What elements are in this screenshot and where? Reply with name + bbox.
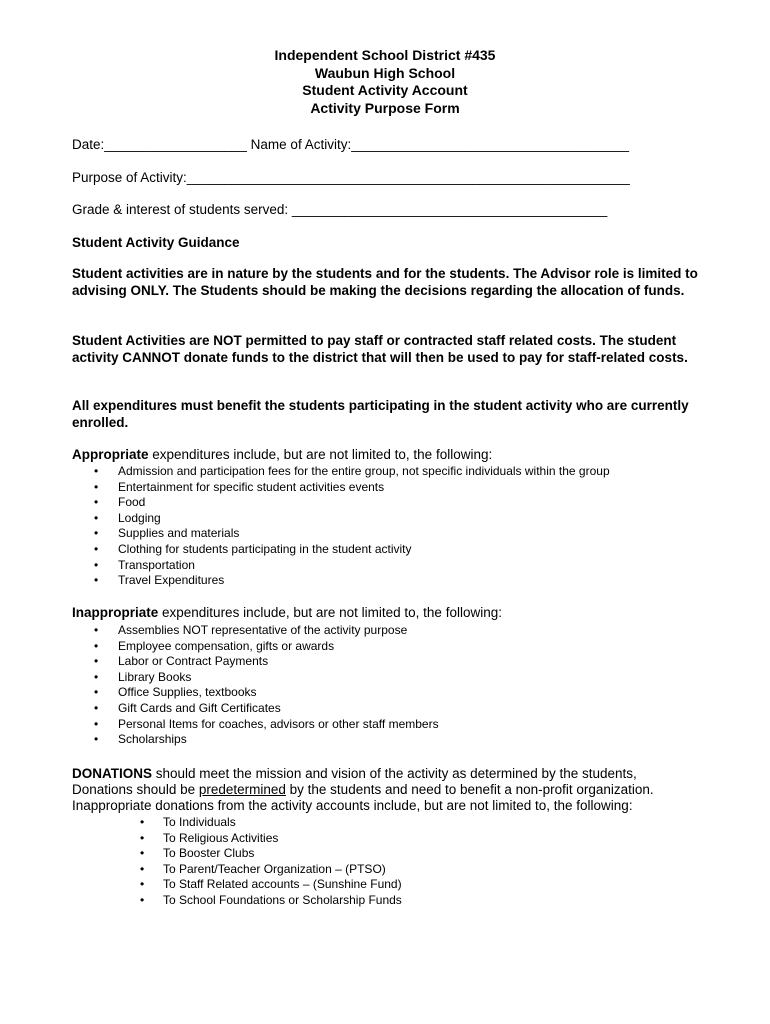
list-item: • To Religious Activities (140, 830, 279, 845)
list-item: • Entertainment for specific student activities events (94, 479, 385, 494)
list-item: • Travel Expenditures (94, 573, 225, 588)
bullet-icon: • (94, 700, 99, 715)
list-item: • Personal Items for coaches, advisors or other staff members (94, 716, 439, 731)
bullet-icon: • (94, 464, 99, 478)
bullet-icon: • (140, 877, 145, 892)
inappropriate-list (72, 623, 439, 748)
list-item: • Employee compensation, gifts or awards (94, 638, 335, 653)
bullet-icon: • (140, 830, 145, 845)
bullet-icon: • (94, 638, 99, 653)
bullet-icon: • (94, 732, 99, 747)
purpose-field[interactable]: Purpose of Activity:___________________________________________________________ (72, 170, 630, 185)
bullet-icon: • (140, 815, 145, 829)
donations-line-2: Donations should be predetermined by the students and need to benefit a non-profit organization. (72, 782, 654, 797)
bullet-icon: • (94, 669, 99, 684)
inappropriate-intro-text: expenditures include, but are not limited to, the following: (158, 605, 502, 620)
donations-list (135, 815, 402, 909)
list-item: • Supplies and materials (94, 526, 240, 541)
list-item: • Assemblies NOT representative of the activity purpose (94, 623, 408, 637)
list-item: • To Staff Related accounts – (Sunshine Fund) (140, 877, 402, 892)
list-item: • To Individuals (140, 815, 236, 829)
inappropriate-label: Inappropriate (72, 605, 159, 620)
predetermined-underlined: predetermined (198, 782, 286, 797)
list-item: • Transportation (94, 557, 195, 572)
bullet-icon: • (94, 623, 99, 637)
school-title: Waubun High School (314, 64, 456, 81)
list-item: • Office Supplies, textbooks (94, 685, 257, 700)
list-item: • Admission and participation fees for the entire group, not specific individuals within the group (94, 464, 610, 478)
guidance-paragraph-1: Student activities are in nature by the students and for the students. The Advisor role is limited to advising ONLY. The Students should be making the decisions regarding the allocation of funds. (72, 266, 698, 298)
inappropriate-intro (72, 605, 732, 621)
form-header (0, 47, 770, 117)
list-item: • Scholarships (94, 732, 187, 747)
list-item: • To Booster Clubs (140, 846, 255, 861)
list-item: • Gift Cards and Gift Certificates (94, 700, 281, 715)
bullet-icon: • (94, 685, 99, 700)
bullet-icon: • (94, 526, 99, 541)
form-title: Activity Purpose Form (310, 99, 460, 116)
list-item: • To School Foundations or Scholarship Funds (140, 892, 402, 907)
donations-line-3: Inappropriate donations from the activity accounts include, but are not limited to, the following: (72, 798, 633, 813)
bullet-icon: • (94, 510, 99, 525)
account-title: Student Activity Account (302, 82, 468, 98)
list-item: • Labor or Contract Payments (94, 654, 269, 669)
date-activity-name-field[interactable]: Date:___________________ Name of Activity:_____________________________________ (72, 137, 630, 152)
grade-interest-field[interactable]: Grade & interest of students served: __________________________________________ (72, 202, 608, 217)
list-item: • Food (94, 495, 146, 510)
bullet-icon: • (94, 573, 99, 588)
donations-line-1: DONATIONS should meet the mission and vision of the activity as determined by the students, (72, 766, 637, 781)
bullet-icon: • (140, 846, 145, 861)
guidance-paragraph-2: Student Activities are NOT permitted to pay staff or contracted staff related costs. The student activity CANNOT donate funds to the district that will then be used to pay for staff-related costs. (72, 333, 688, 365)
bullet-icon: • (94, 716, 99, 731)
guidance-heading: Student Activity Guidance (72, 235, 240, 250)
bullet-icon: • (140, 892, 145, 907)
district-title: Independent School District #435 (274, 47, 496, 63)
donations-paragraph (72, 766, 732, 814)
appropriate-list (72, 464, 610, 589)
list-item: • Library Books (94, 669, 192, 684)
appropriate-label: Appropriate (72, 447, 149, 462)
bullet-icon: • (94, 479, 99, 494)
bullet-icon: • (94, 495, 99, 510)
donations-label: DONATIONS (72, 766, 152, 781)
guidance-paragraph-3: All expenditures must benefit the students participating in the student activity who are currently enrolled. (72, 398, 689, 430)
list-item: • Lodging (94, 510, 161, 525)
list-item: • To Parent/Teacher Organization – (PTSO) (140, 861, 386, 876)
appropriate-intro (72, 447, 732, 463)
bullet-icon: • (94, 541, 99, 556)
bullet-icon: • (140, 861, 145, 876)
bullet-icon: • (94, 654, 99, 669)
list-item: • Clothing for students participating in the student activity (94, 541, 412, 556)
bullet-icon: • (94, 557, 99, 572)
appropriate-intro-text: expenditures include, but are not limited to, the following: (148, 447, 493, 462)
